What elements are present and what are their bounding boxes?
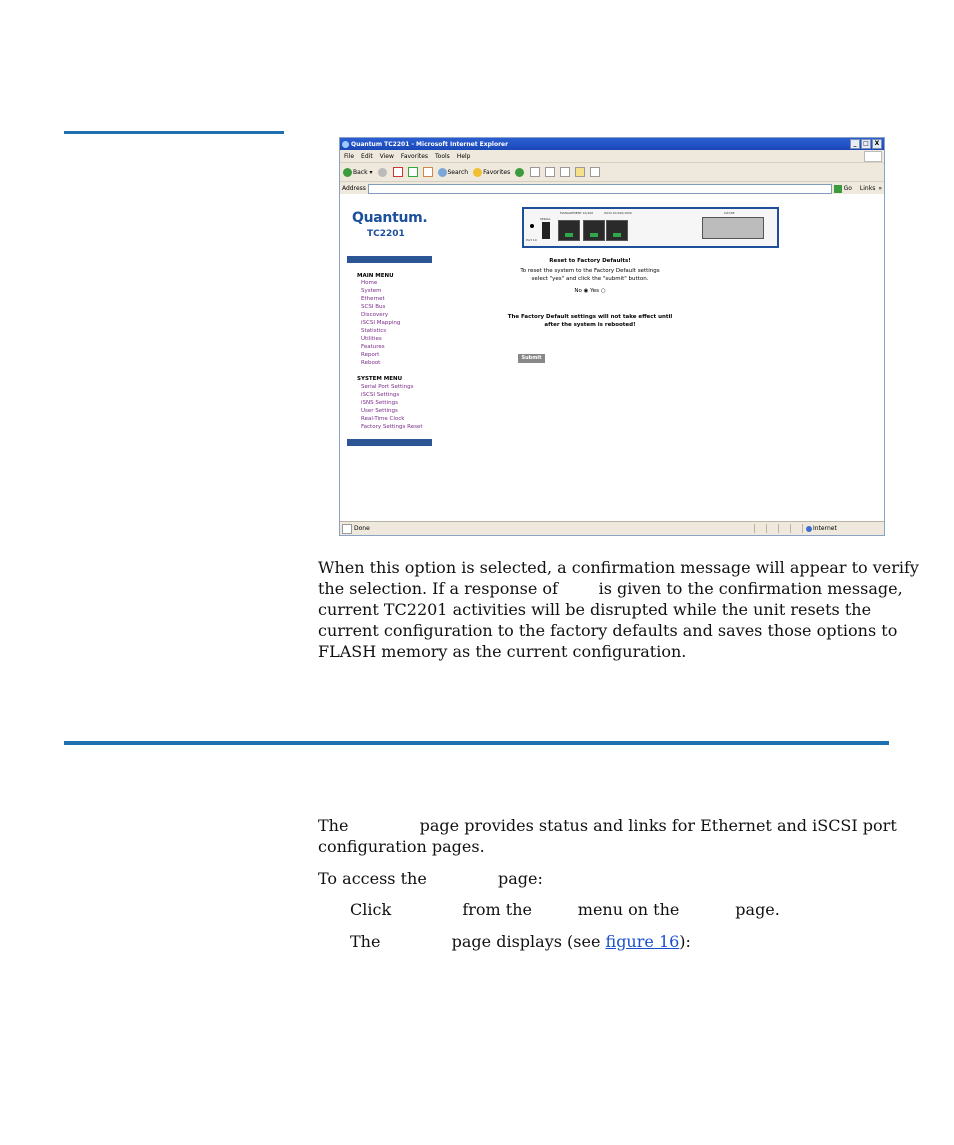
menu-file[interactable]: File <box>344 152 355 160</box>
menu-link-home[interactable]: Home <box>361 280 378 286</box>
go-button[interactable]: Go <box>843 185 852 192</box>
scsi-label: LVD/SE <box>724 211 735 215</box>
go-icon[interactable] <box>834 185 842 193</box>
status-text: Done <box>354 525 370 532</box>
model-name: TC2201 <box>367 229 405 239</box>
menu-link-isns-settings[interactable]: iSNS Settings <box>361 400 398 406</box>
menu-tools[interactable]: Tools <box>435 152 450 160</box>
reset-instruction-2: select "yes" and click the "submit" button. <box>531 276 649 282</box>
menu-link-utilities[interactable]: Utilities <box>361 336 382 342</box>
submit-button[interactable]: Submit <box>518 354 545 363</box>
reset-options <box>440 288 740 294</box>
ethernet-port-icon <box>558 220 580 241</box>
system-menu-title: SYSTEM MENU <box>357 376 403 382</box>
zone-text: Internet <box>813 525 837 532</box>
serial-port-icon <box>542 222 550 239</box>
windows-flag-icon <box>864 151 882 162</box>
menu-bar <box>340 150 884 163</box>
figure-link[interactable]: figure 16 <box>605 932 680 951</box>
status-bar <box>340 521 884 535</box>
menu-link-factory-settings-reset[interactable]: Factory Settings Reset <box>361 424 423 430</box>
section-rule-top <box>64 131 284 134</box>
menu-edit[interactable]: Edit <box>361 152 373 160</box>
maximize-button[interactable]: □ <box>861 139 871 149</box>
star-icon <box>473 168 482 177</box>
close-button[interactable]: X <box>872 139 882 149</box>
home-icon[interactable] <box>423 167 433 177</box>
messenger-icon[interactable] <box>590 167 600 177</box>
menu-help[interactable]: Help <box>456 152 471 160</box>
forward-arrow-icon[interactable] <box>378 168 387 177</box>
menu-link-iscsi-mapping[interactable]: iSCSI Mapping <box>361 320 401 326</box>
reboot-note-2: after the system is rebooted! <box>544 322 636 328</box>
step-2: The page displays (see figure 16): <box>350 932 691 951</box>
toolbar <box>340 163 884 182</box>
scsi-connector-icon <box>702 217 764 239</box>
page-content <box>340 194 884 521</box>
nav-footer-bar <box>347 439 432 446</box>
browser-screenshot <box>339 137 885 536</box>
refresh-icon[interactable] <box>408 167 418 177</box>
iscsi-port-icon <box>583 220 605 241</box>
menu-link-scsi-bus[interactable]: SCSI Bus <box>361 304 386 310</box>
menu-link-real-time-clock[interactable]: Real-Time Clock <box>361 416 405 422</box>
window-title: Quantum TC2201 - Microsoft Internet Explorer <box>351 140 509 148</box>
search-icon <box>438 168 447 177</box>
ie-icon <box>342 141 349 148</box>
paragraph-access: To access the page: <box>318 869 543 888</box>
menu-link-reboot[interactable]: Reboot <box>361 360 381 366</box>
paragraph-confirmation: When this option is selected, a confirmation message will appear to verify the selection. If a response of is given to the confirmation message, current TC2201 activities will be disrupted while the unit resets the current configuration to the factory defaults and saves those options to FLASH memory as the current configuration. <box>318 558 919 661</box>
edit-icon[interactable] <box>560 167 570 177</box>
back-arrow-icon <box>343 168 352 177</box>
device-panel-image <box>522 207 779 248</box>
power-led-icon <box>530 224 534 228</box>
page-icon <box>342 524 352 534</box>
title-bar <box>340 138 884 150</box>
stop-icon[interactable] <box>393 167 403 177</box>
minimize-button[interactable]: _ <box>850 139 860 149</box>
history-icon[interactable] <box>515 168 524 177</box>
iscsi-label: ISCSI 10/100/1000 <box>604 211 632 215</box>
no-label: No <box>574 288 582 294</box>
folder-icon[interactable] <box>575 167 585 177</box>
menu-link-statistics[interactable]: Statistics <box>361 328 387 334</box>
paragraph-intro: The page provides status and links for Ethernet and iSCSI port configuration pages. <box>318 816 897 856</box>
yes-label: Yes <box>590 288 600 294</box>
step-1: Click from the menu on the page. <box>350 900 780 919</box>
menu-link-report[interactable]: Report <box>361 352 380 358</box>
menu-favorites[interactable]: Favorites <box>400 152 429 160</box>
menu-link-system[interactable]: System <box>361 288 382 294</box>
favorites-button[interactable]: Favorites <box>473 168 510 177</box>
main-menu-title: MAIN MENU <box>357 273 394 279</box>
menu-link-ethernet[interactable]: Ethernet <box>361 296 385 302</box>
quantum-logo: Quantum. <box>352 210 428 226</box>
reset-title: Reset to Factory Defaults! <box>549 258 631 264</box>
serial-label: SERIAL <box>540 217 551 221</box>
mail-icon[interactable] <box>530 167 540 177</box>
reboot-note-1: The Factory Default settings will not take effect until <box>507 314 673 320</box>
reset-instruction-1: To reset the system to the Factory Default settings <box>520 268 660 274</box>
menu-link-serial-port-settings[interactable]: Serial Port Settings <box>361 384 414 390</box>
address-input[interactable] <box>368 184 832 194</box>
no-radio[interactable]: ◉ <box>583 288 589 294</box>
port-label: Port 10 <box>526 238 537 242</box>
links-button[interactable]: Links <box>859 185 876 192</box>
search-button[interactable]: Search <box>438 168 469 177</box>
menu-link-user-settings[interactable]: User Settings <box>361 408 398 414</box>
management-label: MANAGEMENT 10/100 <box>560 211 594 215</box>
print-icon[interactable] <box>545 167 555 177</box>
nav-header-bar <box>347 256 432 263</box>
menu-link-features[interactable]: Features <box>361 344 385 350</box>
address-label: Address <box>342 185 366 192</box>
menu-link-iscsi-settings[interactable]: iSCSI Settings <box>361 392 400 398</box>
menu-view[interactable]: View <box>379 152 394 160</box>
menu-link-discovery[interactable]: Discovery <box>361 312 389 318</box>
chevron-right-icon[interactable]: » <box>878 185 882 192</box>
section-rule <box>64 741 889 745</box>
globe-icon <box>806 526 812 532</box>
iscsi-port-icon <box>606 220 628 241</box>
back-button[interactable]: Back ▾ <box>343 168 373 177</box>
yes-radio[interactable]: ○ <box>600 288 606 294</box>
